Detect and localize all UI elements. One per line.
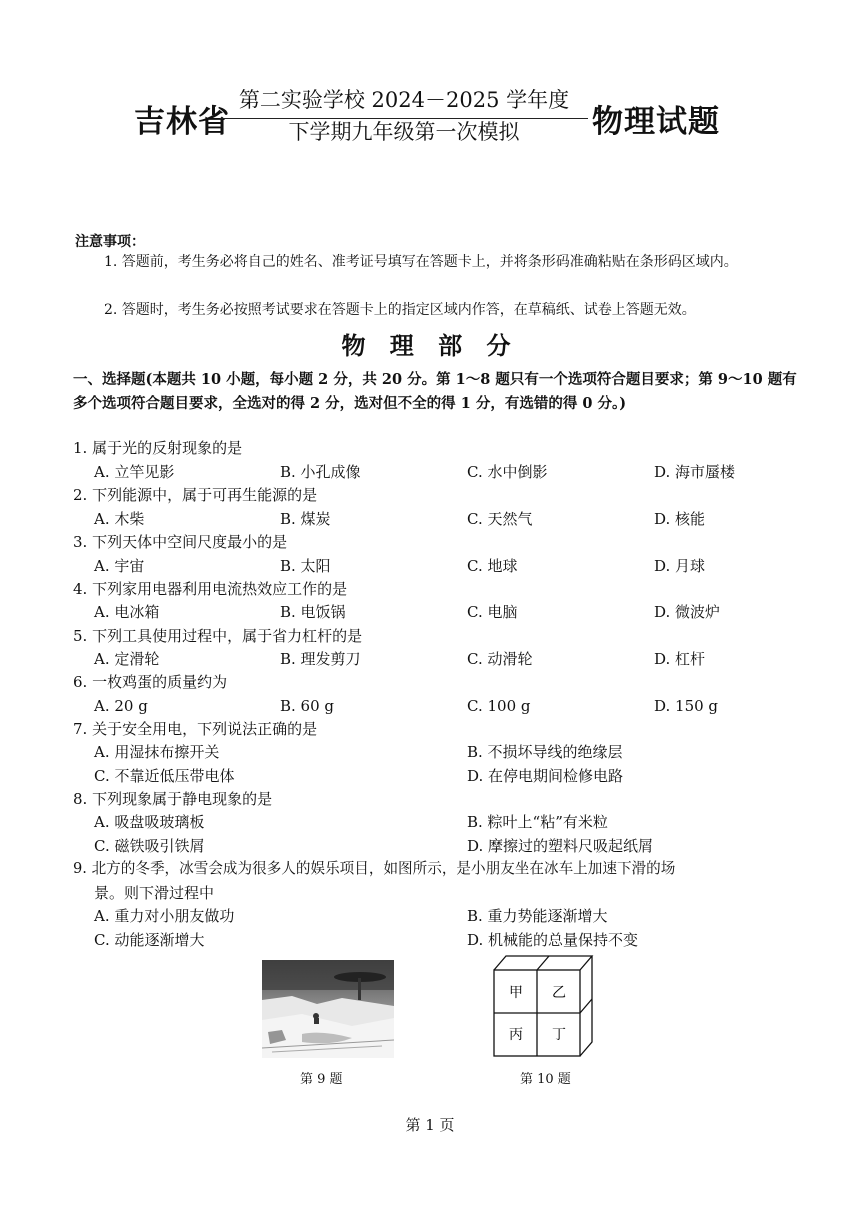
question-5-option-b: B. 理发剪刀 <box>280 650 361 668</box>
title-divider <box>220 118 588 119</box>
question-7-option-b: B. 不损坏导线的绝缘层 <box>467 743 623 761</box>
section-heading: 一、选择题(本题共 10 小题，每小题 2 分，共 20 分。第 1～8 题只有一个选项符合题目要求；第 9～10 题有多个选项符合题目要求，全选对的得 2 分，选对但不全的得 1 分，有选错的得 0 分。) <box>73 371 797 412</box>
title-province: 吉林省 <box>134 104 230 140</box>
question-2-stem: 2. 下列能源中，属于可再生能源的是 <box>73 486 318 504</box>
question-8-option-a: A. 吸盘吸玻璃板 <box>94 813 205 831</box>
question-9-option-c: C. 动能逐渐增大 <box>94 931 205 949</box>
page-number: 第 1 页 <box>405 1116 455 1134</box>
question-6-option-b: B. 60 g <box>280 697 335 715</box>
question-6-stem: 6. 一枚鸡蛋的质量约为 <box>73 673 228 691</box>
question-1-option-c: C. 水中倒影 <box>467 463 548 481</box>
question-7-option-d: D. 在停电期间检修电路 <box>467 767 624 785</box>
question-8-option-b: B. 粽叶上“粘”有米粒 <box>467 813 608 831</box>
figure-10-diagram <box>488 952 602 1060</box>
question-8-option-c: C. 磁铁吸引铁屑 <box>94 837 205 855</box>
question-3-option-b: B. 太阳 <box>280 557 331 575</box>
question-5-option-c: C. 动滑轮 <box>467 650 533 668</box>
figure-10-label-bing: 丙 <box>509 1027 523 1043</box>
question-9-stem-line-1: 9. 北方的冬季，冰雪会成为很多人的娱乐项目，如图所示，是小朋友坐在冰车上加速下滑的场 <box>73 860 676 877</box>
question-2-option-d: D. 核能 <box>654 510 706 528</box>
question-6-option-d: D. 150 g <box>654 697 719 715</box>
question-2-option-b: B. 煤炭 <box>280 510 331 528</box>
question-9-option-a: A. 重力对小朋友做功 <box>94 907 235 925</box>
question-5-option-d: D. 杠杆 <box>654 650 706 668</box>
question-4-stem: 4. 下列家用电器利用电流热效应工作的是 <box>73 580 348 598</box>
question-4-option-c: C. 电脑 <box>467 603 518 621</box>
title-school-line: 第二实验学校 2024－2025 学年度 <box>238 88 570 112</box>
question-2-option-c: C. 天然气 <box>467 510 533 528</box>
title-subject: 物理试题 <box>592 104 720 140</box>
question-4-option-b: B. 电饭锅 <box>280 603 346 621</box>
question-5-option-a: A. 定滑轮 <box>94 650 160 668</box>
question-4-option-a: A. 电冰箱 <box>94 603 160 621</box>
question-8-option-d: D. 摩擦过的塑料尺吸起纸屑 <box>467 837 654 855</box>
question-1-stem: 1. 属于光的反射现象的是 <box>73 439 243 457</box>
question-7-stem: 7. 关于安全用电，下列说法正确的是 <box>73 720 318 738</box>
question-3-option-c: C. 地球 <box>467 557 518 575</box>
question-9-option-d: D. 机械能的总量保持不变 <box>467 931 639 949</box>
figure-10-caption: 第 10 题 <box>520 1072 571 1087</box>
question-1-option-b: B. 小孔成像 <box>280 463 361 481</box>
figure-10-label-jia: 甲 <box>509 985 523 1001</box>
question-1-option-d: D. 海市蜃楼 <box>654 463 736 481</box>
question-8-stem: 8. 下列现象属于静电现象的是 <box>73 790 273 808</box>
question-2-option-a: A. 木柴 <box>94 510 145 528</box>
notice-item-2: 2. 答题时，考生务必按照考试要求在答题卡上的指定区域内作答，在草稿纸、试卷上答题无效。 <box>104 302 696 318</box>
question-7-option-c: C. 不靠近低压带电体 <box>94 767 235 785</box>
question-6-option-c: C. 100 g <box>467 697 531 715</box>
question-3-option-a: A. 宇宙 <box>94 557 145 575</box>
question-6-option-a: A. 20 g <box>94 697 148 715</box>
question-4-option-d: D. 微波炉 <box>654 603 721 621</box>
question-7-option-a: A. 用湿抹布擦开关 <box>94 743 220 761</box>
figure-9-photo <box>262 960 394 1058</box>
figure-9-caption: 第 9 题 <box>300 1072 343 1087</box>
figure-10-label-yi: 乙 <box>552 985 566 1001</box>
question-3-option-d: D. 月球 <box>654 557 706 575</box>
notice-heading: 注意事项： <box>75 234 145 250</box>
question-1-option-a: A. 立竿见影 <box>94 463 175 481</box>
question-3-stem: 3. 下列天体中空间尺度最小的是 <box>73 533 288 551</box>
part-title: 物 理 部 分 <box>341 331 519 360</box>
question-5-stem: 5. 下列工具使用过程中，属于省力杠杆的是 <box>73 627 363 645</box>
title-term-line: 下学期九年级第一次模拟 <box>288 120 520 144</box>
question-9-option-b: B. 重力势能逐渐增大 <box>467 907 608 925</box>
notice-item-1: 1. 答题前，考生务必将自己的姓名、准考证号填写在答题卡上，并将条形码准确粘贴在条形码区域内。 <box>104 254 738 270</box>
figure-10-label-ding: 丁 <box>552 1027 566 1043</box>
question-9-stem-line-2: 景。则下滑过程中 <box>94 884 215 902</box>
